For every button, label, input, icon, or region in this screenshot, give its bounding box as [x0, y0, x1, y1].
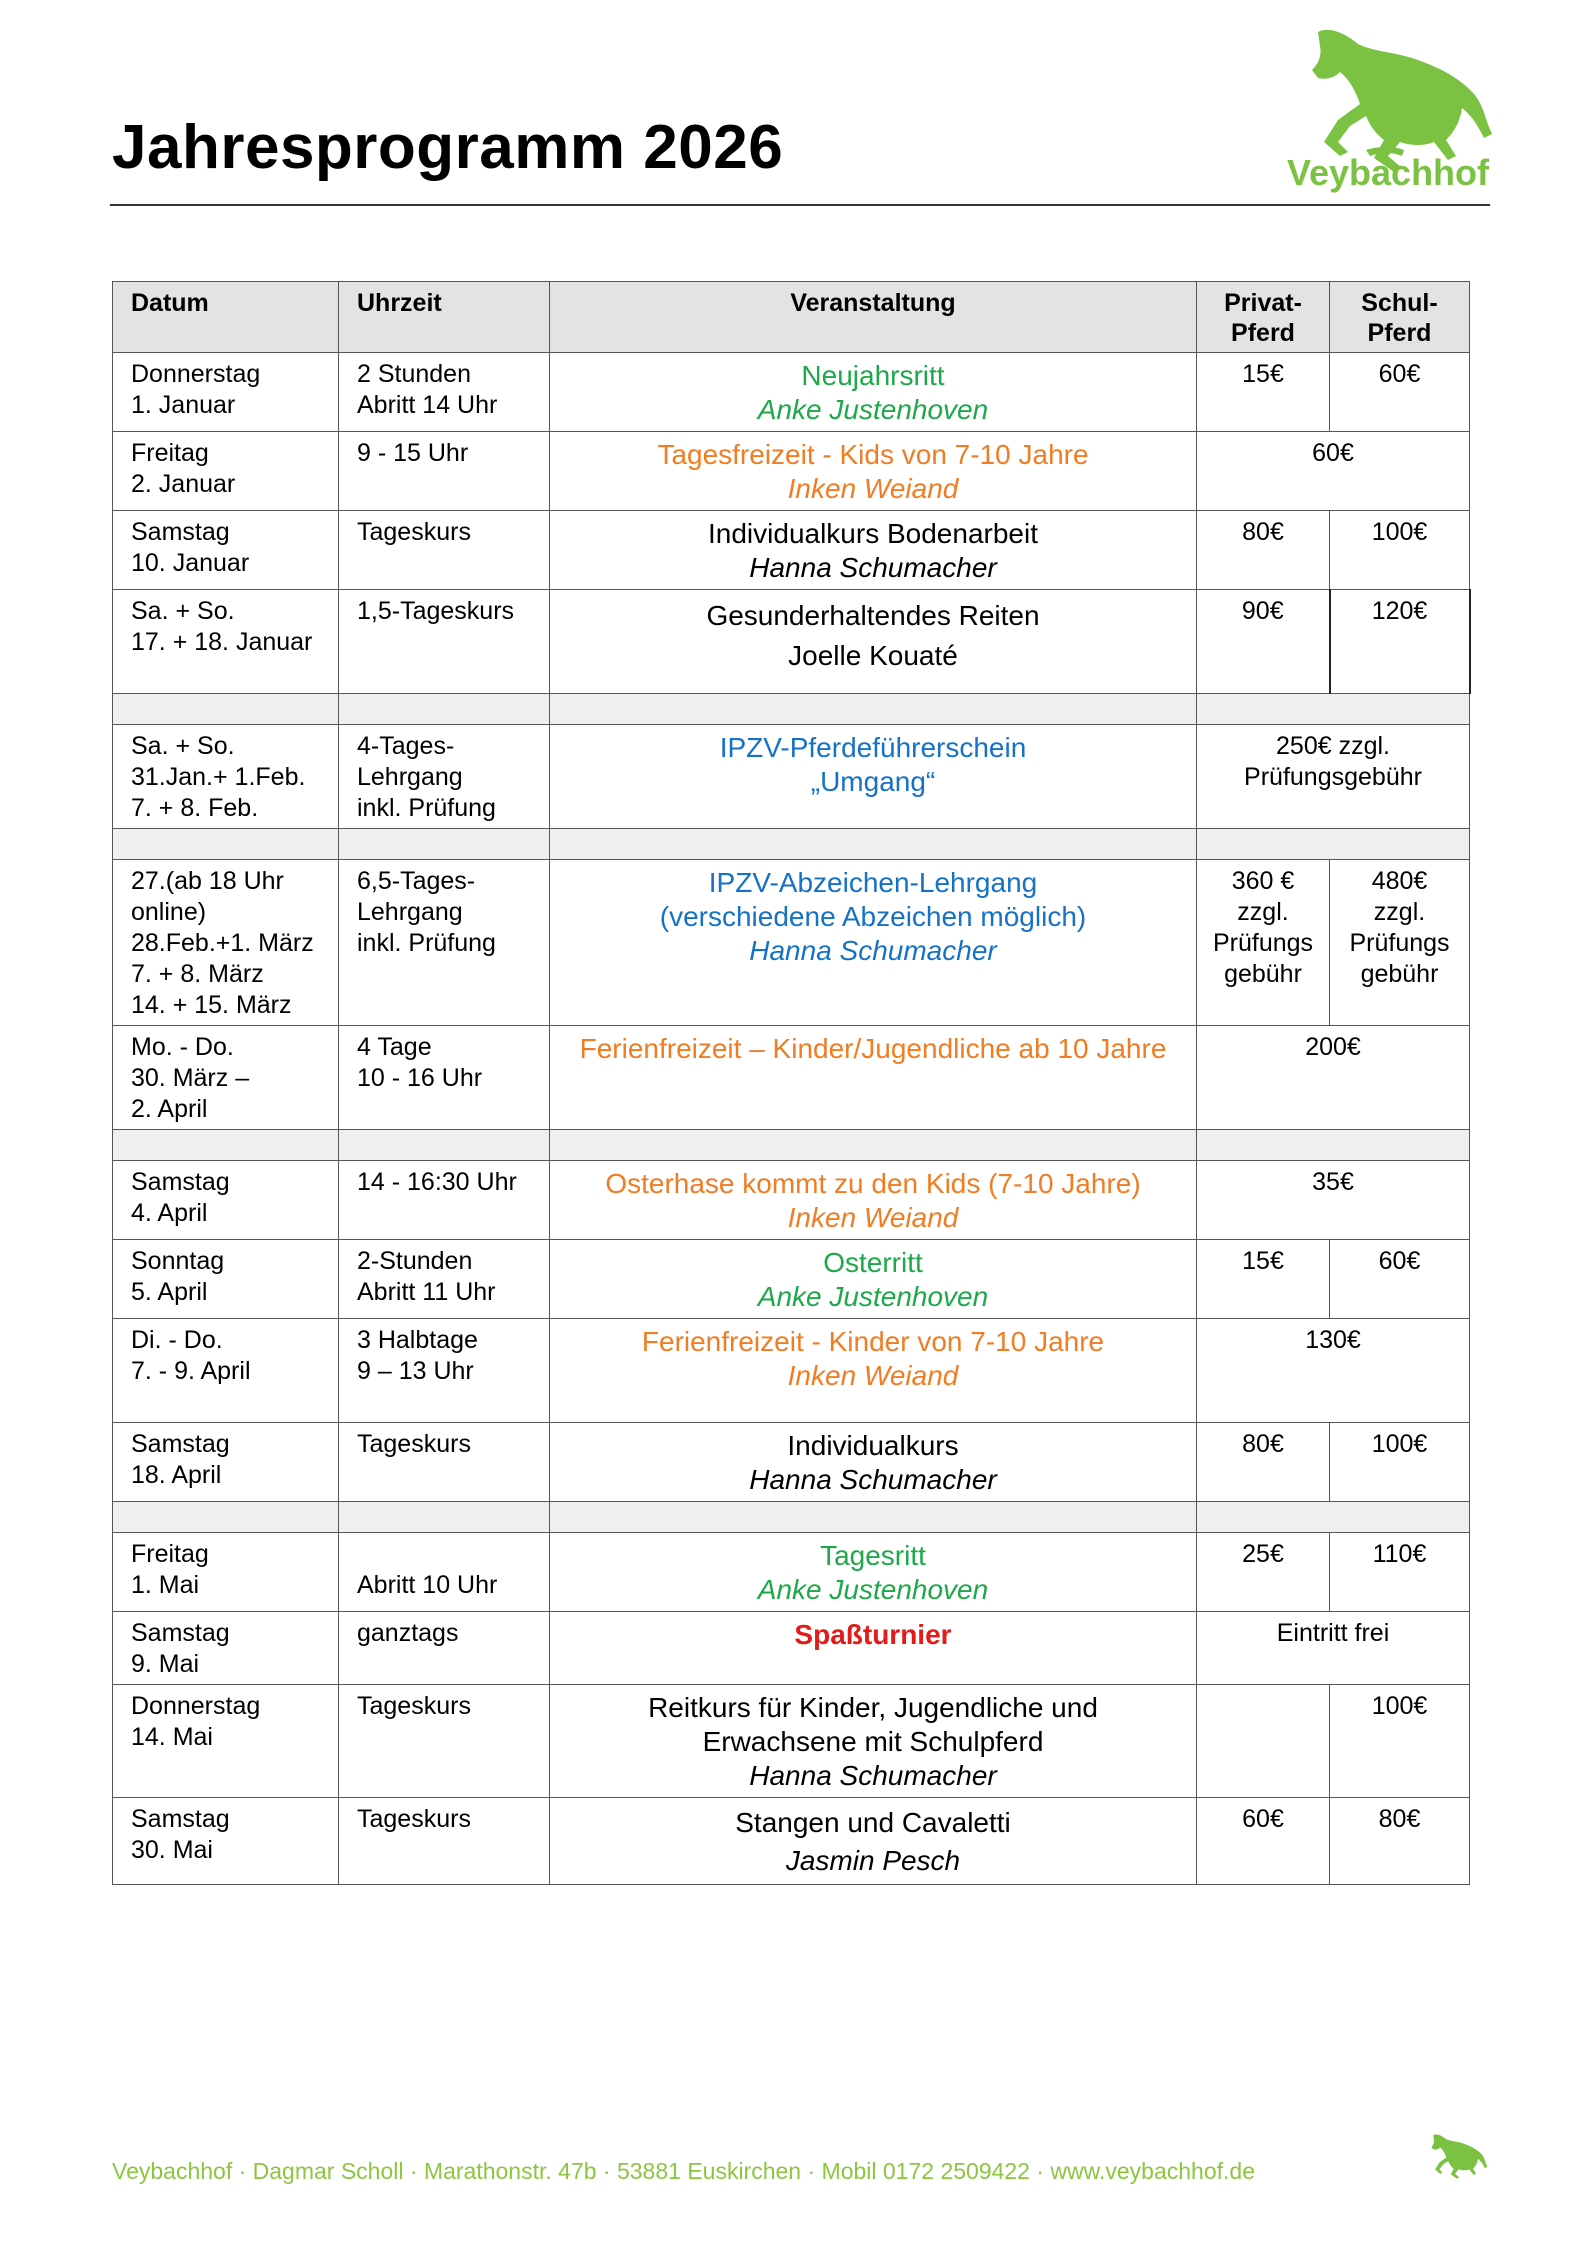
event-cell: IPZV-Pferdeführerschein „Umgang“ [550, 725, 1197, 829]
price-school: 60€ [1330, 353, 1470, 432]
price-private: 25€ [1197, 1533, 1330, 1612]
col-header-datum: Datum [113, 282, 339, 353]
event-cell: Stangen und Cavaletti Jasmin Pesch [550, 1798, 1197, 1885]
table-row [113, 353, 1470, 432]
price-combined: Eintritt frei [1197, 1612, 1470, 1685]
date-cell: Samstag 30. Mai [113, 1798, 339, 1885]
event-cell: Tagesfreizeit - Kids von 7-10 Jahre Inken Weiand [550, 432, 1197, 511]
col-header-schul-pferd: Schul- Pferd [1330, 282, 1470, 353]
time-cell: Tageskurs [339, 1423, 550, 1502]
table-row [113, 1161, 1470, 1240]
table-row [113, 1612, 1470, 1685]
price-school: 100€ [1330, 511, 1470, 590]
price-private: 15€ [1197, 1240, 1330, 1319]
event-cell: IPZV-Abzeichen-Lehrgang (verschiedene Abzeichen möglich) Hanna Schumacher [550, 860, 1197, 1026]
price-school: 80€ [1330, 1798, 1470, 1885]
separator-row [113, 829, 1470, 860]
price-private [1197, 1685, 1330, 1798]
time-cell: Abritt 10 Uhr [339, 1533, 550, 1612]
table-row [113, 1240, 1470, 1319]
price-school: 110€ [1330, 1533, 1470, 1612]
table-row [113, 1798, 1470, 1885]
footer-address: Veybachhof · Dagmar Scholl · Marathonstr. 47b · 53881 Euskirchen · Mobil 0172 2509422 · www.veybachhof.de [112, 2158, 1255, 2184]
title-divider [110, 204, 1490, 206]
price-school: 480€ zzgl. Prüfungs gebühr [1330, 860, 1470, 1026]
price-private: 15€ [1197, 353, 1330, 432]
price-combined: 250€ zzgl. Prüfungsgebühr [1197, 725, 1470, 829]
logo-text: Veybachhof [1286, 152, 1490, 193]
separator-row [113, 1502, 1470, 1533]
page-title: Jahresprogramm 2026 [112, 113, 784, 182]
col-header-uhrzeit: Uhrzeit [339, 282, 550, 353]
table-row [113, 1423, 1470, 1502]
event-cell: Osterritt Anke Justenhoven [550, 1240, 1197, 1319]
price-school: 120€ [1330, 590, 1470, 694]
price-private: 60€ [1197, 1798, 1330, 1885]
event-cell: Tagesritt Anke Justenhoven [550, 1533, 1197, 1612]
price-combined: 35€ [1197, 1161, 1470, 1240]
time-cell: Tageskurs [339, 1798, 550, 1885]
price-private: 80€ [1197, 1423, 1330, 1502]
time-cell: Tageskurs [339, 511, 550, 590]
date-cell: Freitag 2. Januar [113, 432, 339, 511]
date-cell: Mo. - Do. 30. März – 2. April [113, 1026, 339, 1130]
table-row [113, 1685, 1470, 1798]
date-cell: Freitag 1. Mai [113, 1533, 339, 1612]
price-combined: 60€ [1197, 432, 1470, 511]
date-cell: Sa. + So. 17. + 18. Januar [113, 590, 339, 694]
event-cell: Spaßturnier [550, 1612, 1197, 1685]
table-row [113, 860, 1470, 1026]
table-row [113, 1319, 1470, 1423]
table-header-row [113, 282, 1470, 353]
event-cell: Ferienfreizeit - Kinder von 7-10 Jahre Inken Weiand [550, 1319, 1197, 1423]
date-cell: Samstag 4. April [113, 1161, 339, 1240]
event-cell: Ferienfreizeit – Kinder/Jugendliche ab 10 Jahre [550, 1026, 1197, 1130]
time-cell: ganztags [339, 1612, 550, 1685]
table-row [113, 725, 1470, 829]
event-cell: Individualkurs Bodenarbeit Hanna Schumacher [550, 511, 1197, 590]
table-row [113, 1533, 1470, 1612]
date-cell: Sa. + So. 31.Jan.+ 1.Feb. 7. + 8. Feb. [113, 725, 339, 829]
date-cell: Donnerstag 1. Januar [113, 353, 339, 432]
time-cell: 1,5-Tageskurs [339, 590, 550, 694]
price-combined: 200€ [1197, 1026, 1470, 1130]
footer-horse-icon [1418, 2132, 1492, 2188]
event-cell: Reitkurs für Kinder, Jugendliche und Erwachsene mit Schulpferd Hanna Schumacher [550, 1685, 1197, 1798]
col-header-privat-pferd: Privat- Pferd [1197, 282, 1330, 353]
program-table [112, 281, 1471, 1885]
event-cell: Individualkurs Hanna Schumacher [550, 1423, 1197, 1502]
separator-row [113, 694, 1470, 725]
time-cell: 6,5-Tages- Lehrgang inkl. Prüfung [339, 860, 550, 1026]
date-cell: Samstag 18. April [113, 1423, 339, 1502]
table-row [113, 432, 1470, 511]
col-header-veranstaltung: Veranstaltung [550, 282, 1197, 353]
date-cell: 27.(ab 18 Uhr online) 28.Feb.+1. März 7. + 8. März 14. + 15. März [113, 860, 339, 1026]
price-private: 360 € zzgl. Prüfungs gebühr [1197, 860, 1330, 1026]
event-cell: Osterhase kommt zu den Kids (7-10 Jahre) Inken Weiand [550, 1161, 1197, 1240]
date-cell: Donnerstag 14. Mai [113, 1685, 339, 1798]
separator-row [113, 1130, 1470, 1161]
event-cell: Gesunderhaltendes Reiten Joelle Kouaté [550, 590, 1197, 694]
price-private: 80€ [1197, 511, 1330, 590]
event-cell: Neujahrsritt Anke Justenhoven [550, 353, 1197, 432]
time-cell: 2 Stunden Abritt 14 Uhr [339, 353, 550, 432]
table-row [113, 1026, 1470, 1130]
time-cell: Tageskurs [339, 1685, 550, 1798]
price-combined: 130€ [1197, 1319, 1470, 1423]
price-school: 60€ [1330, 1240, 1470, 1319]
time-cell: 2-Stunden Abritt 11 Uhr [339, 1240, 550, 1319]
time-cell: 3 Halbtage 9 – 13 Uhr [339, 1319, 550, 1423]
price-school: 100€ [1330, 1685, 1470, 1798]
time-cell: 4 Tage 10 - 16 Uhr [339, 1026, 550, 1130]
time-cell: 9 - 15 Uhr [339, 432, 550, 511]
table-row [113, 511, 1470, 590]
date-cell: Di. - Do. 7. - 9. April [113, 1319, 339, 1423]
date-cell: Sonntag 5. April [113, 1240, 339, 1319]
date-cell: Samstag 10. Januar [113, 511, 339, 590]
table-row [113, 590, 1470, 694]
price-school: 100€ [1330, 1423, 1470, 1502]
time-cell: 4-Tages- Lehrgang inkl. Prüfung [339, 725, 550, 829]
price-private: 90€ [1197, 590, 1330, 694]
date-cell: Samstag 9. Mai [113, 1612, 339, 1685]
time-cell: 14 - 16:30 Uhr [339, 1161, 550, 1240]
